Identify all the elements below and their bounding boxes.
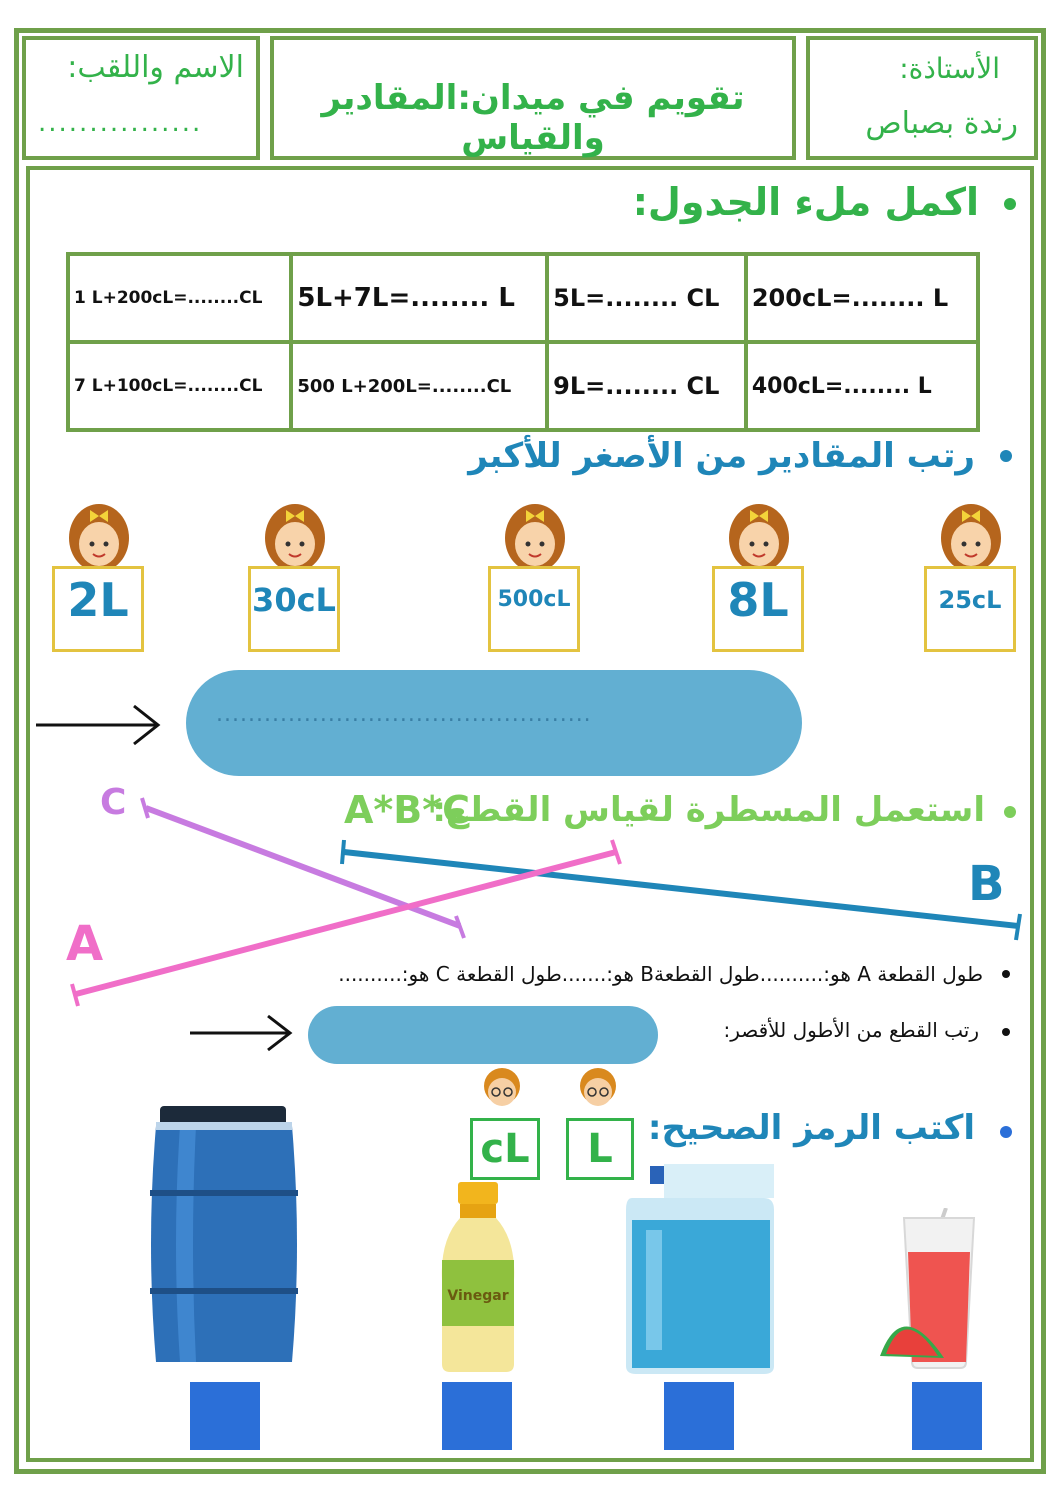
section1-title: اكمل ملء الجدول: bbox=[632, 180, 979, 224]
quantity-card-label: 8L bbox=[727, 573, 789, 627]
arrow-right-icon bbox=[188, 1010, 298, 1056]
answer-box-jug[interactable] bbox=[664, 1382, 734, 1450]
table-cell[interactable]: 400cL=........ L bbox=[746, 342, 978, 430]
answer-box-barrel[interactable] bbox=[190, 1382, 260, 1450]
boy-icon bbox=[478, 1066, 526, 1110]
order-answer-dots: ............................................... bbox=[216, 702, 592, 727]
bullet-icon bbox=[1002, 1028, 1010, 1036]
label-c: C bbox=[100, 782, 127, 823]
water-jug-icon bbox=[624, 1160, 778, 1376]
table-cell[interactable]: 1 L+200cL=........CL bbox=[68, 254, 291, 342]
teacher-box bbox=[806, 36, 1038, 160]
vinegar-label: Vinegar bbox=[447, 1288, 509, 1304]
fill-table bbox=[66, 252, 980, 432]
label-b: B bbox=[968, 856, 1005, 912]
vinegar-bottle-icon bbox=[438, 1180, 518, 1374]
table-cell[interactable]: 5L=........ CL bbox=[547, 254, 746, 342]
name-box bbox=[22, 36, 260, 160]
answer-box-juice[interactable] bbox=[912, 1382, 982, 1450]
lengths-line[interactable]: طول القطعة A هو:..........طول القطعةB هو:.......طول القطعة C هو:.......... bbox=[338, 962, 983, 986]
segment-b bbox=[344, 852, 1018, 926]
juice-glass-icon bbox=[880, 1208, 990, 1372]
arrow-right-icon bbox=[34, 700, 164, 750]
bullet-icon bbox=[1004, 198, 1016, 210]
quantity-card[interactable] bbox=[52, 566, 144, 652]
name-field[interactable]: ................ bbox=[38, 108, 203, 138]
bullet-icon bbox=[1000, 450, 1012, 462]
girl-icon bbox=[724, 502, 794, 574]
segments-order-field[interactable] bbox=[308, 1006, 658, 1064]
boy-icon bbox=[574, 1066, 622, 1110]
teacher-name: رندة بصباص bbox=[865, 106, 1018, 141]
quantity-card-label: 2L bbox=[67, 573, 129, 627]
bullet-icon bbox=[1002, 970, 1010, 978]
order-answer-field[interactable] bbox=[186, 670, 802, 776]
section2-title: رتب المقادير من الأصغر للأكبر bbox=[468, 436, 975, 476]
section4-title: اكتب الرمز الصحيح: bbox=[647, 1108, 975, 1148]
table-cell[interactable]: 9L=........ CL bbox=[547, 342, 746, 430]
quantity-card[interactable] bbox=[712, 566, 804, 652]
girl-icon bbox=[500, 502, 570, 574]
segments-label: A*B*C bbox=[344, 788, 471, 832]
girl-icon bbox=[64, 502, 134, 574]
order-segments-label: رتب القطع من الأطول للأقصر: bbox=[723, 1018, 979, 1042]
label-a: A bbox=[66, 916, 104, 972]
unit-card-label: L bbox=[587, 1126, 613, 1172]
answer-box-vinegar[interactable] bbox=[442, 1382, 512, 1450]
girl-icon bbox=[260, 502, 330, 574]
bullet-icon bbox=[1000, 1126, 1012, 1138]
quantity-card-label: 500cL bbox=[497, 587, 571, 612]
title-box bbox=[270, 36, 796, 160]
table-cell[interactable]: 7 L+100cL=........CL bbox=[68, 342, 291, 430]
quantity-card-label: 25cL bbox=[938, 586, 1002, 614]
quantity-card[interactable] bbox=[248, 566, 340, 652]
quantity-card[interactable] bbox=[488, 566, 580, 652]
table-cell[interactable]: 5L+7L=........ L bbox=[291, 254, 547, 342]
section3-title: استعمل المسطرة لقياس القطع: bbox=[432, 790, 985, 830]
barrel-icon bbox=[146, 1104, 302, 1374]
table-cell[interactable]: 500 L+200L=........CL bbox=[291, 342, 547, 430]
teacher-label: الأستاذة: bbox=[899, 52, 1000, 85]
name-label: الاسم واللقب: bbox=[67, 50, 244, 85]
unit-card-cl[interactable] bbox=[470, 1118, 540, 1180]
quantity-card[interactable] bbox=[924, 566, 1016, 652]
unit-card-label: cL bbox=[480, 1126, 530, 1172]
girl-icon bbox=[936, 502, 1006, 574]
page-title: تقويم في ميدان:المقادير والقياس bbox=[321, 78, 745, 158]
table-cell[interactable]: 200cL=........ L bbox=[746, 254, 978, 342]
quantity-card-label: 30cL bbox=[252, 581, 336, 619]
